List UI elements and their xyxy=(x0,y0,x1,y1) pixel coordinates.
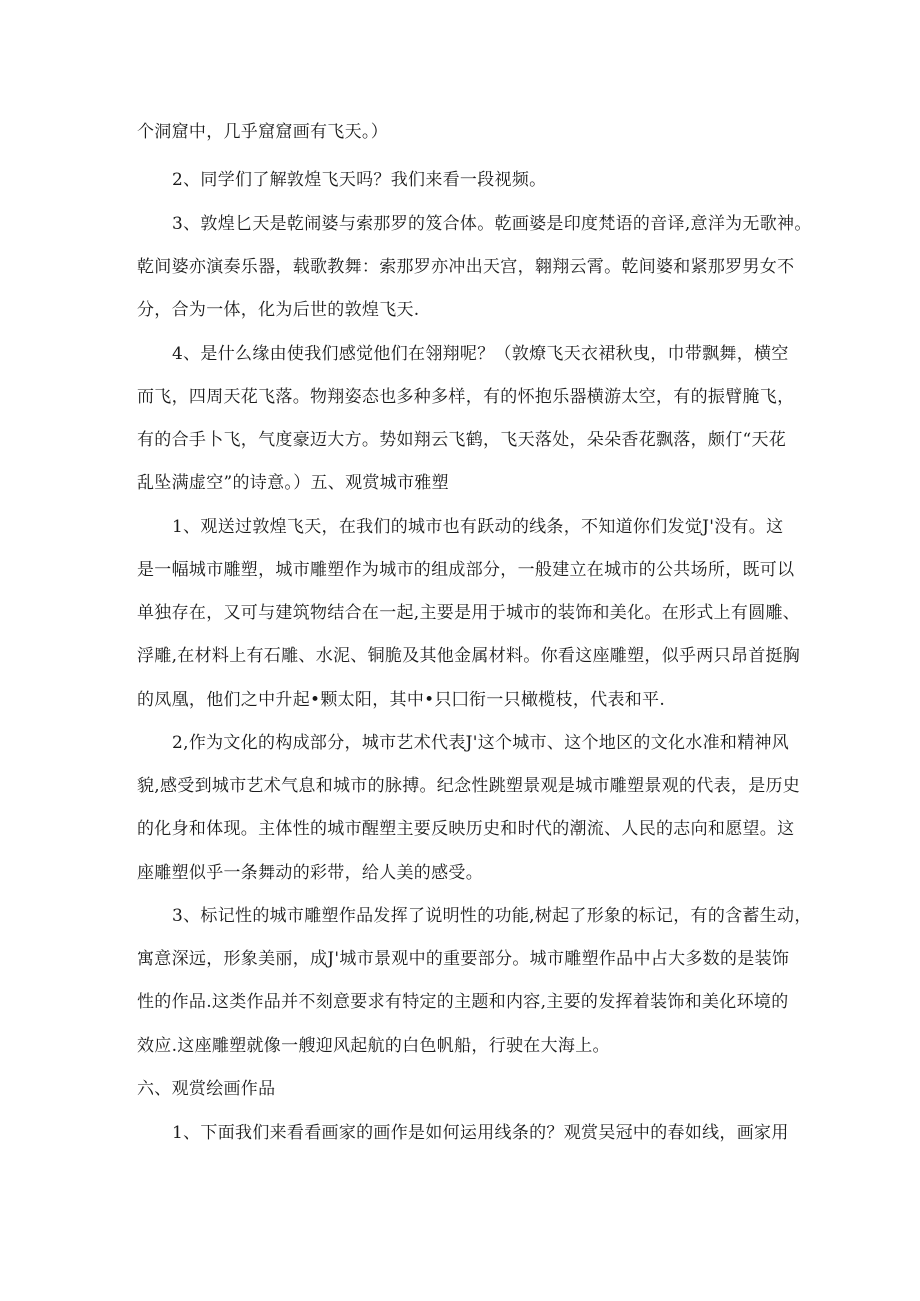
text-line: 3、标记性的城市雕塑作品发挥了说明性的功能,树起了形象的标记，有的含蓄生动， xyxy=(172,906,812,926)
section-heading: 六、观赏绘画作品 xyxy=(137,1079,276,1099)
text-line: 1、下面我们来看看画家的画作是如何运用线条的？观赏吴冠中的春如线，画家用 xyxy=(172,1123,789,1143)
text-line: 1、观送过敦煌飞天，在我们的城市也有跃动的线条，不知道你们发觉J'没有。这 xyxy=(172,517,784,537)
text-line: 乱坠满虚空”的诗意。）五、观赏城市雅塑 xyxy=(137,473,449,493)
text-line: 貌,感受到城市艺术气息和城市的脉搏。纪念性跳塑景观是城市雕塑景观的代表，是历史 xyxy=(137,776,801,796)
text-line: 分，合为一体，化为后世的敦煌飞天. xyxy=(137,300,420,320)
text-line: 性的作品.这类作品并不刻意要求有特定的主题和内容,主要的发挥着装饰和美化环境的 xyxy=(137,992,789,1012)
text-line: 寓意深远，形象美丽，成J'城市景观中的重要部分。城市雕塑作品中占大多数的是装饰 xyxy=(137,949,790,969)
text-line: 2、同学们了解敦煌飞天吗？我们来看一段视频。 xyxy=(172,170,547,190)
text-line: 浮雕,在材料上有石雕、水泥、铜脆及其他金属材料。你看这座雕塑，似乎两只昂首挺胸 xyxy=(137,646,801,666)
text-line: 的凤凰，他们之中升起•颗太阳，其中•只囗衔一只橄榄枝，代表和平. xyxy=(137,690,666,710)
text-line: 4、是什么缘由使我们感觉他们在翎翔呢？（敦燎飞天衣裙秋曳，巾带飘舞，横空 xyxy=(172,344,789,364)
text-line: 是一幅城市雕塑，城市雕塑作为城市的组成部分，一般建立在城市的公共场所，既可以 xyxy=(137,560,795,580)
text-line: 2,作为文化的构成部分，城市艺术代表J'这个城市、这个地区的文化水准和精神风 xyxy=(172,733,790,753)
text-line: 3、敦煌匕天是乾闹婆与索那罗的笈合体。乾画婆是印度梵语的音译,意洋为无歌神。 xyxy=(172,214,812,234)
text-line: 的化身和体现。主体性的城市醒塑主要反映历史和时代的潮流、人民的志向和愿望。这 xyxy=(137,819,795,839)
text-line: 乾间婆亦演奏乐器，载歌教舞：索那罗亦冲出天宫，翱翔云霄。乾间婆和紧那罗男女不 xyxy=(137,257,795,277)
text-line: 座雕塑似乎一条舞动的彩带，给人美的感受。 xyxy=(137,863,483,883)
text-line: 而飞，四周天花飞落。物翔姿态也多种多样，有的怀抱乐器横游太空，有的振臂腌飞， xyxy=(137,387,795,407)
text-line: 个洞窟中，几乎窟窟画有飞天。） xyxy=(137,122,388,142)
text-line: 效应.这座雕塑就像一艘迎风起航的白色帆船，行驶在大海上。 xyxy=(137,1036,610,1056)
text-line: 单独存在，又可与建筑物结合在一起,主要是用于城市的装饰和美化。在形式上有圆雕、 xyxy=(137,603,801,623)
text-line: 有的合手卜飞，气度豪迈大方。势如翔云飞鹤，飞天落处，朵朵香花飘落，颇仃“天花 xyxy=(137,430,787,450)
